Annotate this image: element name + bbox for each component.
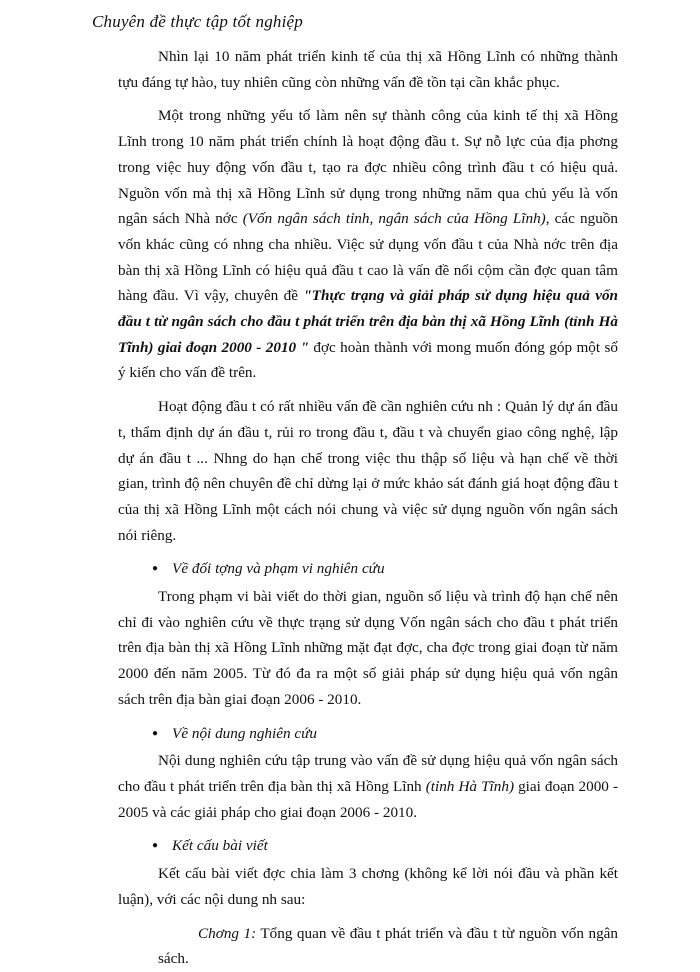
text-run: Nội dung nghiên cứu tập trung vào vấn đề sử dụng hiệu quả vốn ngân sách cho đầu t phát triển trên địa bàn thị xã Hồng Lĩnh	[118, 752, 618, 795]
chapter-label: Chơng 1:	[198, 924, 257, 942]
italic-note: (Vốn ngân sách tỉnh, ngân sách của Hồng Lĩnh)	[242, 210, 546, 228]
chapter-text: Tổng quan về đầu t phát triển và đầu t từ nguồn vốn ngân sách.	[158, 924, 619, 968]
text-run: giai đoạn 2000 - 2005 và các giải pháp cho giai đoạn 2006 - 2010.	[118, 777, 618, 821]
bullet-label: Về đối tợng và phạm vi nghiên cứu	[172, 560, 385, 578]
bullet-label: Về nội dung nghiên cứu	[172, 724, 317, 742]
page-header: Chuyên đề thực tập tốt nghiệp	[92, 12, 304, 31]
thesis-title: "Thực trạng và giải pháp sử dụng hiệu quả vốn đầu t từ ngân sách cho đầu t phát triển trên địa bàn thị xã Hồng Lĩnh (tỉnh Hà Tĩnh) giai đoạn 2000 - 2010 "	[118, 287, 618, 356]
paragraph-intro: Nhìn lại 10 năm phát triển kinh tế của thị xã Hồng Lĩnh có những thành tựu đáng tự hào, tuy nhiên cũng còn những vấn đề tồn tại cần khắc phục.	[118, 48, 618, 91]
bullet-icon: ●	[152, 840, 159, 852]
document-body	[118, 44, 618, 972]
text-run: , các nguồn vốn khác cũng có nhng cha nhiều. Việc sử dụng vốn đầu t của Nhà nớc trên địa bàn thị xã Hồng Lĩnh có hiệu quả đầu t cao là vấn đề nổi cộm cần đợc quan tâm hàng đầu. Vì vậy, chuyên đề	[118, 210, 618, 305]
bullet-icon: ●	[152, 563, 159, 575]
paragraph-subject: Trong phạm vi bài viết do thời gian, nguồn số liệu và trình độ hạn chế nên chỉ đi vào nghiên cứu về thực trạng sử dụng Vốn ngân sách cho đầu t phát triển trên địa bàn thị xã Hồng Lĩnh những mặt đạt đợc, cha đợc trong giai đoạn từ năm 2000 đến năm 2005. Từ đó đa ra một số giải pháp sử dụng hiệu quả vốn ngân sách trên địa bàn giai đoạn 2006 - 2010.	[118, 588, 618, 708]
text-run: đợc hoàn thành với mong muốn đóng góp một số ý kiến cho vấn đề trên.	[118, 338, 618, 382]
bullet-icon: ●	[152, 727, 159, 739]
bullet-subject-scope	[118, 556, 618, 582]
bullet-label: Kết cấu bài viết	[172, 837, 268, 855]
paragraph-structure: Kết cấu bài viết đợc chia làm 3 chơng (không kể lời nói đầu và phần kết luận), với các nội dung nh sau:	[118, 865, 618, 908]
text-run: Một trong những yếu tố làm nên sự thành công của kinh tế thị xã Hồng Lĩnh trong 10 năm phát triển chính là hoạt động đầu t. Sự nỗ lực của địa phơng trong việc huy động vốn đầu t, tạo ra đợc nhiều công trình đầu t có hiệu quả. Nguồn vốn mà thị xã Hồng Lĩnh sử dụng trong những năm qua chủ yếu là vốn ngân sách Nhà nớc	[118, 107, 618, 228]
paragraph-scope: Hoạt động đầu t có rất nhiều vấn đề cần nghiên cứu nh : Quản lý dự án đầu t, thẩm định dự án đầu t, rủi ro trong đầu t, đầu t và chuyển giao công nghệ, lập dự án đầu t ... Nhng do hạn chế trong việc thu thập số liệu và hạn chế về thời gian, trình độ nên chuyên đề chỉ dừng lại ở mức khảo sát đánh giá hoạt động đầu t của thị xã Hồng Lĩnh một cách nói chung và việc sử dụng nguồn vốn ngân sách nói riêng.	[118, 398, 618, 544]
italic-note: (tỉnh Hà Tĩnh)	[425, 777, 515, 795]
chapter-1	[118, 921, 618, 972]
paragraph-content	[118, 748, 618, 825]
bullet-research-content	[118, 721, 618, 747]
paragraph-investment	[118, 103, 618, 386]
bullet-structure	[118, 833, 618, 859]
